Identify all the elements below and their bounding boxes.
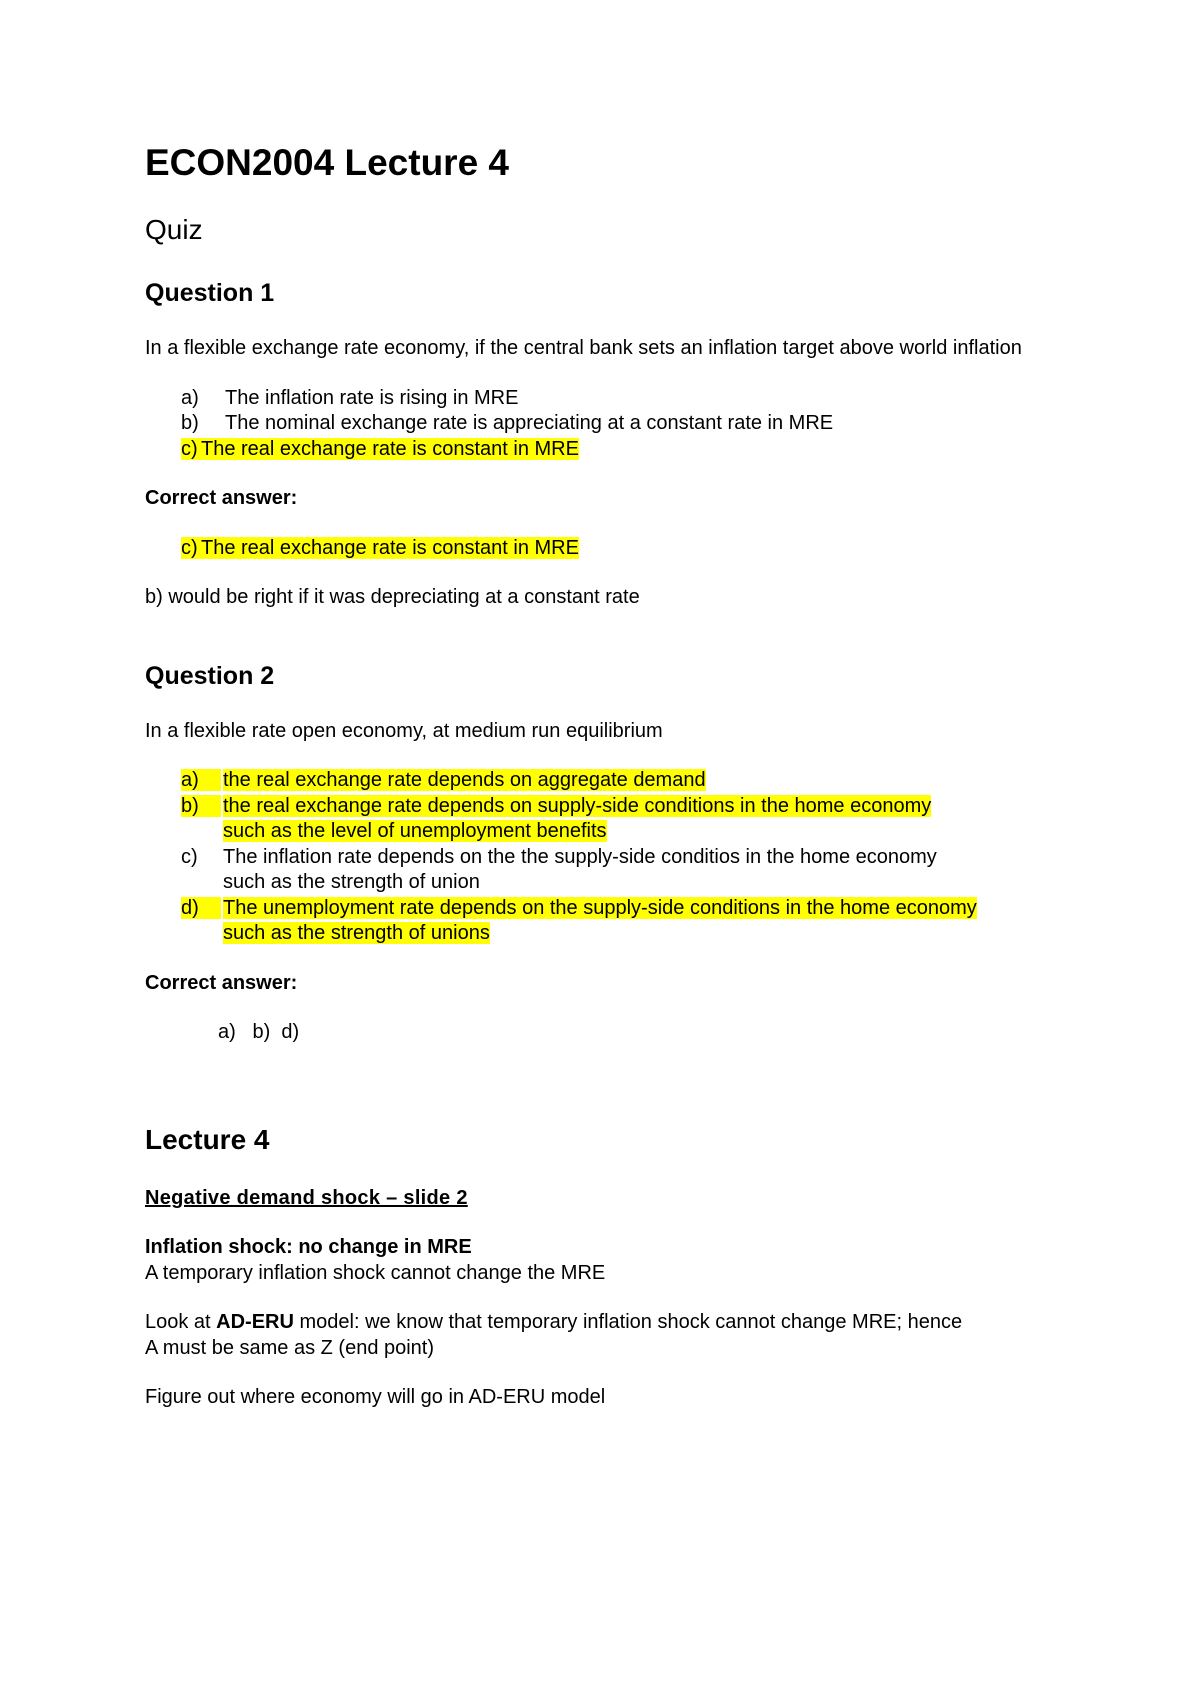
question-1-correct-label: Correct answer: [145, 487, 298, 509]
option-text: The inflation rate is rising in MRE [225, 386, 519, 409]
option-text: The real exchange rate is constant in MRE [201, 437, 579, 460]
inflation-shock-title: Inflation shock: no change in MRE [145, 1236, 472, 1258]
option-marker: b) [181, 412, 199, 434]
lecture-subheading: Negative demand shock – slide 2 [145, 1186, 468, 1209]
option-text-wrap [201, 768, 706, 794]
option-marker: c) [181, 845, 198, 868]
document-content [145, 140, 1085, 1411]
question-2-options [145, 768, 1085, 947]
question-1-prompt: In a flexible exchange rate economy, if the central bank sets an inflation target above world inflation [145, 337, 1022, 359]
option-marker: a) [181, 769, 221, 791]
option-text-line-2: such as the strength of union [223, 871, 480, 893]
question-2-prompt: In a flexible rate open economy, at medium run equilibrium [145, 719, 663, 742]
question-2-correct-label: Correct answer: [145, 971, 298, 994]
question-1-note: b) would be right if it was depreciating at a constant rate [145, 586, 640, 608]
correct-text: The real exchange rate is constant in MRE [201, 536, 579, 559]
question-2-correct-answer: a) b) d) [218, 1021, 300, 1043]
option-marker: d) [181, 897, 221, 919]
option-text-line-1: The unemployment rate depends on the supply-side conditions in the home economy [223, 896, 977, 919]
option-marker: c) [181, 438, 222, 460]
option-text-wrap [223, 845, 937, 896]
option-text: the real exchange rate depends on aggregate demand [223, 769, 706, 791]
lecture-heading: Lecture 4 [145, 1123, 270, 1155]
question-2-option-d [145, 896, 1085, 947]
correct-answer-line [145, 536, 1085, 562]
option-text-line-1: the real exchange rate depends on supply-side conditions in the home economy [223, 794, 932, 817]
ad-eru-paragraph [145, 1310, 1085, 1361]
quiz-heading: Quiz [145, 214, 203, 245]
question-1-option-a [145, 386, 1085, 412]
question-1-options [145, 386, 1085, 463]
option-text-wrap [201, 896, 977, 947]
option-text-line-2: such as the strength of unions [223, 922, 490, 944]
question-2-option-b [145, 794, 1085, 845]
option-text: The nominal exchange rate is appreciating at a constant rate in MRE [225, 412, 834, 434]
option-marker: b) [181, 795, 221, 817]
option-text-line-1: The inflation rate depends on the the supply-side conditios in the home economy [223, 845, 937, 868]
ad-eru-rest: model: we know that temporary inflation shock cannot change MRE; hence [293, 1311, 963, 1333]
ad-eru-line-2: A must be same as Z (end point) [145, 1336, 435, 1359]
option-text-wrap [201, 437, 579, 463]
question-1-correct-answer [145, 536, 1085, 562]
ad-eru-prefix: Look at [145, 1311, 217, 1333]
question-2-option-c [145, 845, 1085, 896]
question-1-option-c [145, 437, 1085, 463]
question-1-option-b [145, 411, 1085, 437]
inflation-shock-text: A temporary inflation shock cannot change the MRE [145, 1261, 606, 1284]
correct-marker: c) [181, 537, 222, 559]
question-2-option-a [145, 768, 1085, 794]
option-text-wrap [201, 794, 931, 845]
document-title: ECON2004 Lecture 4 [145, 142, 510, 183]
option-marker: a) [181, 386, 199, 409]
correct-text-wrap [201, 536, 579, 562]
option-text-line-2: such as the level of unemployment benefits [223, 820, 607, 842]
figure-out-text: Figure out where economy will go in AD-ERU model [145, 1386, 606, 1408]
question-2-heading: Question 2 [145, 661, 275, 690]
question-1-heading: Question 1 [145, 279, 275, 307]
ad-eru-bold: AD-ERU [216, 1311, 294, 1333]
